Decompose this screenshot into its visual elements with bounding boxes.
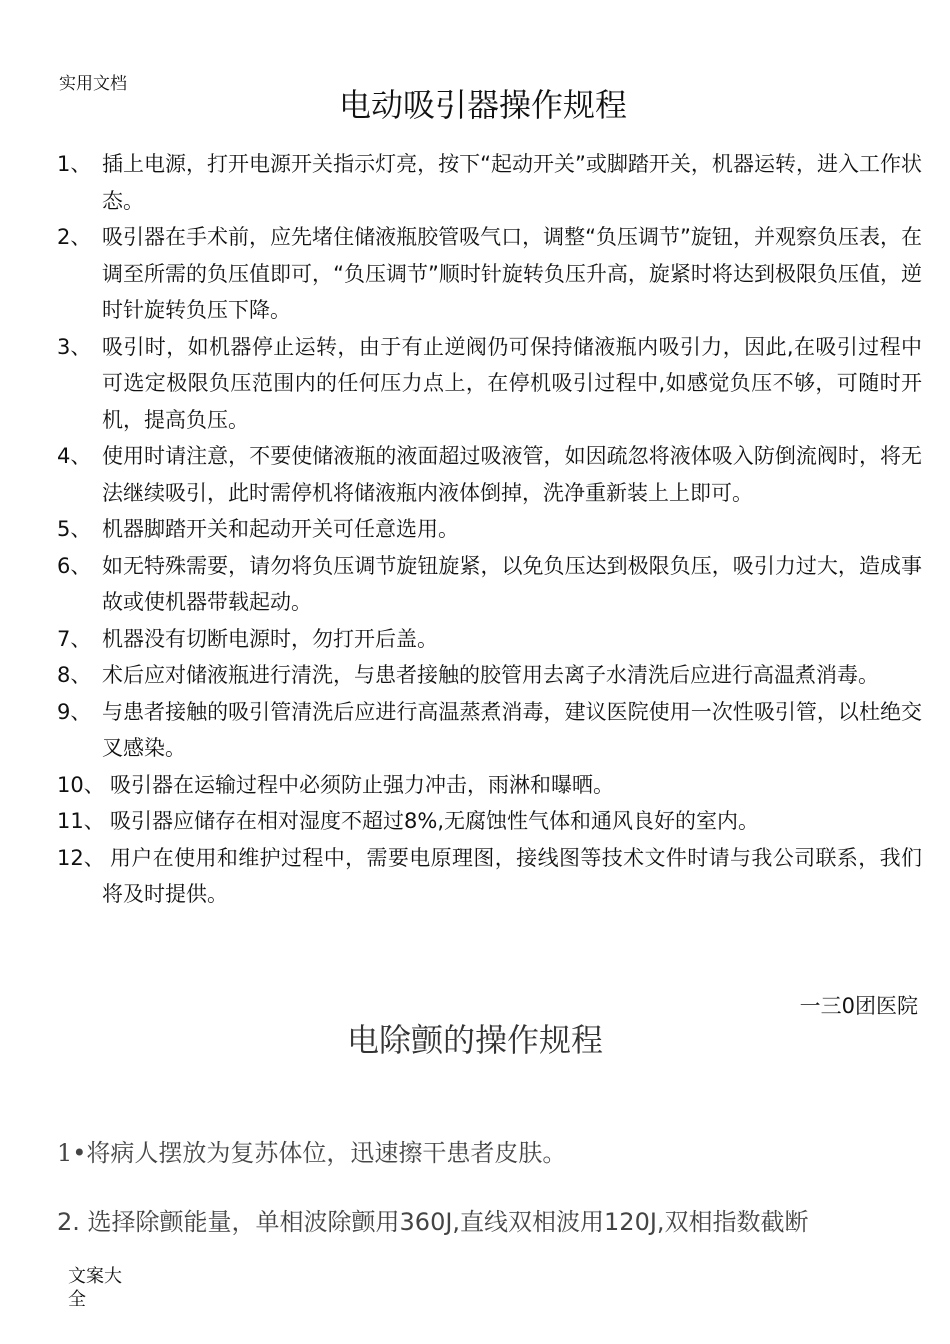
item-text: 如无特殊需要，请勿将负压调节旋钮旋紧，以免负压达到极限负压，吸引力过大，造成事故或使机器带载起动。 — [102, 553, 922, 614]
list-item — [57, 548, 922, 621]
step-2-text: 2. 选择除颤能量，单相波除颤用360J,直线双相波用120J,双相指数截断 — [57, 1208, 809, 1236]
list-item — [57, 511, 922, 548]
item-number: 6、 — [57, 553, 92, 578]
item-number: 4、 — [57, 444, 92, 468]
item-text: 与患者接触的吸引管清洗后应进行高温蒸煮消毒，建议医院使用一次性吸引管，以杜绝交叉感染。 — [102, 699, 922, 760]
list-item — [57, 840, 922, 913]
item-text: 使用时请注意，不要使储液瓶的液面超过吸液管，如因疏忽将液体吸入防倒流阀时，将无法继续吸引，此时需停机将储液瓶内液体倒掉，洗净重新装上上即可。 — [102, 444, 922, 505]
document-header-label: 实用文档 — [59, 74, 127, 94]
list-item — [57, 146, 922, 219]
list-item — [57, 803, 922, 840]
item-text: 机器没有切断电源时，勿打开后盖。 — [102, 626, 438, 651]
item-number: 5、 — [57, 517, 92, 541]
item-number: 8、 — [57, 663, 92, 687]
item-text: 吸引器在手术前，应先堵住储液瓶胶管吸气口，调整“负压调节”旋钮，并观察负压表，在调至所需的负压值即可，“负压调节”顺时针旋转负压升高，旋紧时将达到极限负压值，逆时针旋转负压下降。 — [102, 225, 922, 322]
list-item — [57, 694, 922, 767]
procedure-list — [57, 146, 922, 913]
item-text: 吸引器在运输过程中必须防止强力冲击，雨淋和曝晒。 — [110, 772, 614, 797]
item-text: 吸引时，如机器停止运转，由于有止逆阀仍可保持储液瓶内吸引力，因此,在吸引过程中可选定极限负压范围内的任何压力点上，在停机吸引过程中,如感觉负压不够，可随时开机，提高负压。 — [102, 334, 922, 432]
section1-title: 电动吸引器操作规程 — [338, 86, 627, 124]
list-item — [57, 621, 922, 658]
item-number: 1、 — [57, 152, 92, 176]
item-number: 11、 — [57, 809, 105, 833]
item-number: 3、 — [57, 334, 92, 359]
list-item — [57, 657, 922, 694]
item-text: 用户在使用和维护过程中，需要电原理图，接线图等技术文件时请与我公司联系，我们将及时提供。 — [102, 845, 922, 906]
item-number: 7、 — [57, 626, 92, 651]
item-number: 10、 — [57, 772, 105, 797]
list-item — [57, 767, 922, 804]
step-1-text: 1•将病人摆放为复苏体位，迅速擦干患者皮肤。 — [57, 1139, 567, 1167]
item-text: 插上电源，打开电源开关指示灯亮，按下“起动开关”或脚踏开关，机器运转，进入工作状态。 — [102, 152, 922, 213]
document-footer-label: 文案大全 — [68, 1266, 122, 1310]
list-item — [57, 438, 922, 511]
section2-title: 电除颤的操作规程 — [346, 1021, 603, 1059]
item-text: 术后应对储液瓶进行清洗，与患者接触的胶管用去离子水清洗后应进行高温煮消毒。 — [102, 663, 879, 687]
item-text: 吸引器应储存在相对湿度不超过8%,无腐蚀性气体和通风良好的室内。 — [110, 809, 759, 833]
item-number: 2、 — [57, 225, 92, 249]
item-number: 9、 — [57, 699, 92, 724]
item-text: 机器脚踏开关和起动开关可任意选用。 — [102, 517, 459, 541]
list-item — [57, 219, 922, 329]
list-item — [57, 329, 922, 439]
item-number: 12、 — [57, 845, 105, 870]
hospital-signature: 一三0团医院 — [799, 994, 918, 1018]
